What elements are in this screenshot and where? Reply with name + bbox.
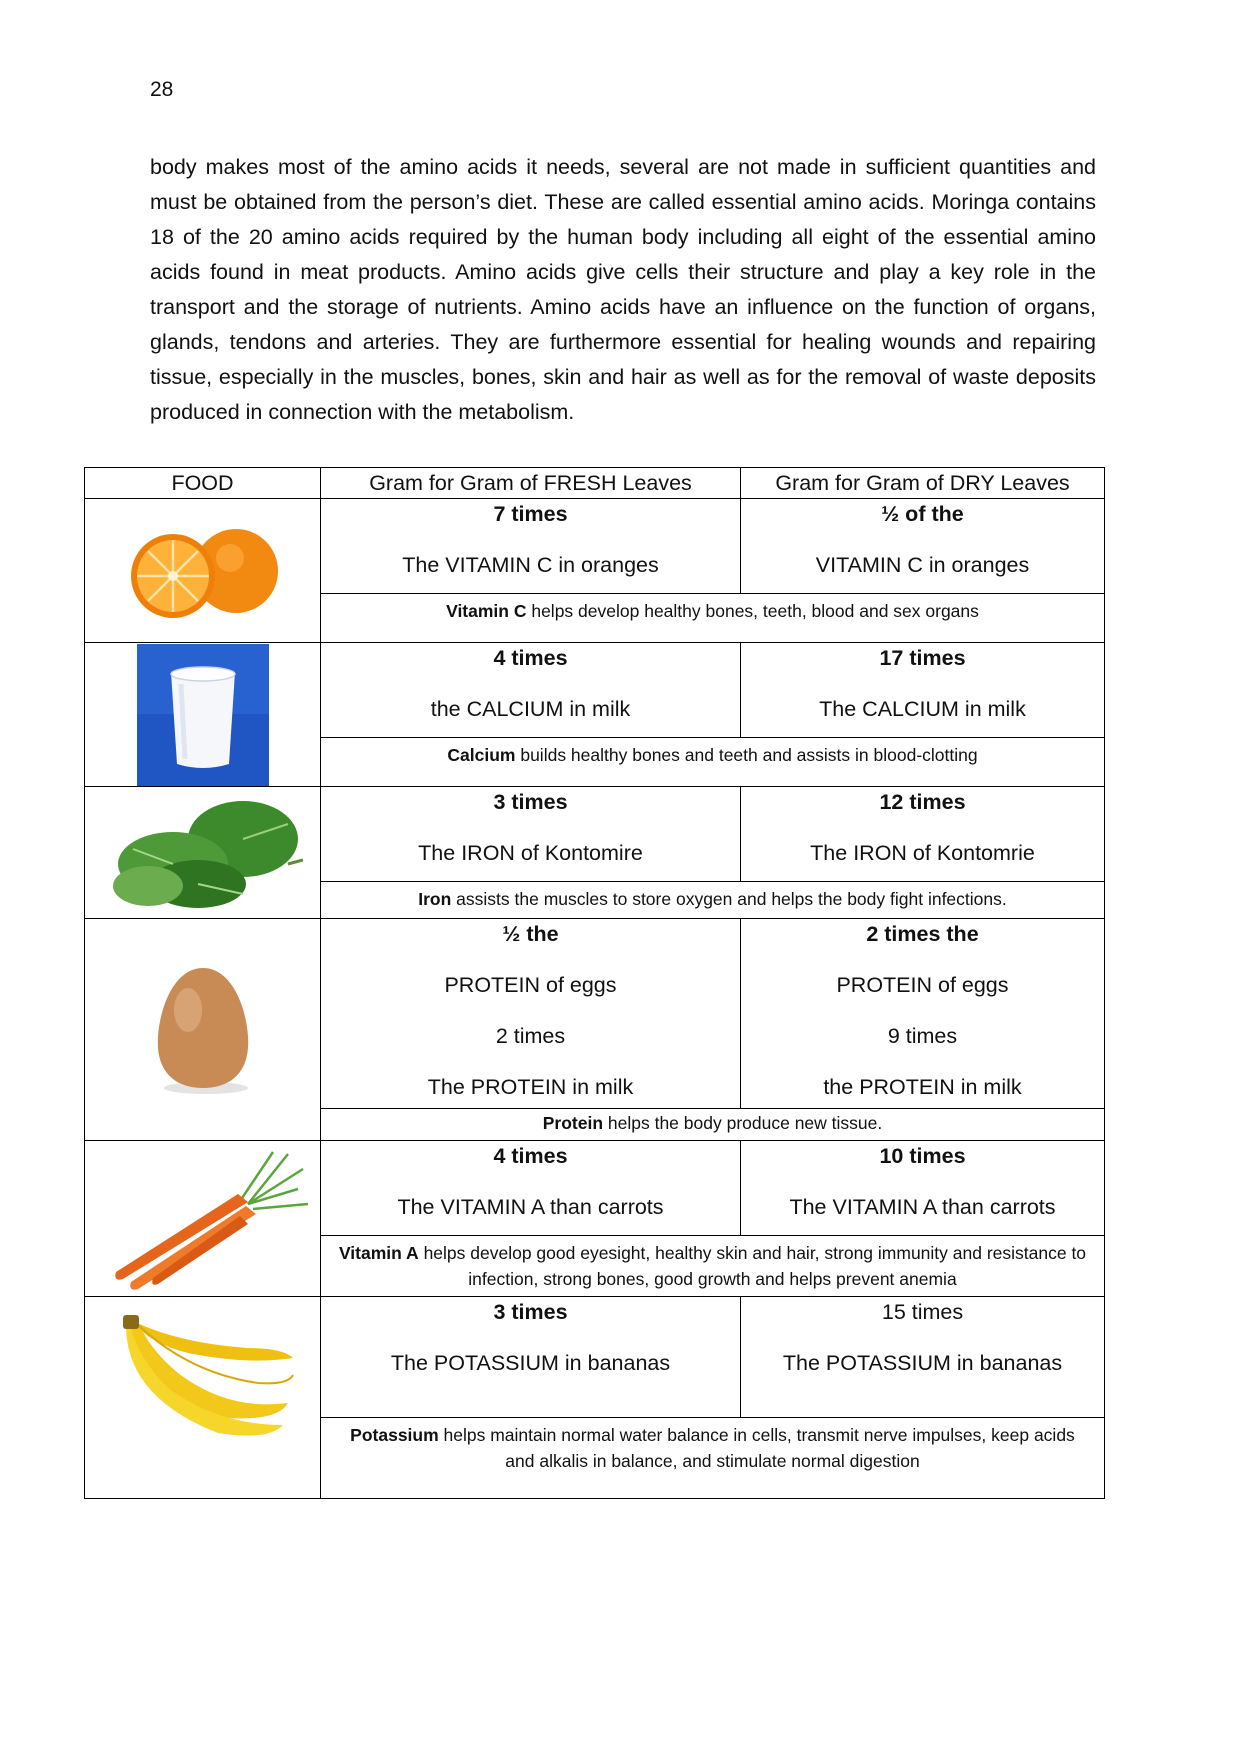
fresh-value-cell: 4 times the CALCIUM in milk (321, 643, 741, 738)
food-image-cell (85, 919, 321, 1141)
note-cell: Iron assists the muscles to store oxygen and helps the body fight infections. (321, 882, 1105, 919)
header-dry-leaves: Gram for Gram of DRY Leaves (741, 468, 1105, 499)
table-row-calcium (85, 643, 1105, 738)
table-row-iron (85, 787, 1105, 882)
dry-value-cell: 12 times The IRON of Kontomrie (741, 787, 1105, 882)
table-header-row (85, 468, 1105, 499)
nutrition-comparison-table (84, 467, 1105, 1499)
orange-icon (118, 516, 288, 626)
egg-icon (148, 960, 258, 1100)
table-row-protein (85, 919, 1105, 1109)
note-cell: Calcium builds healthy bones and teeth and assists in blood-clotting (321, 738, 1105, 787)
dry-value-cell: 15 times The POTASSIUM in bananas (741, 1297, 1105, 1418)
table-row-vitamin-a (85, 1141, 1105, 1236)
food-image-cell (85, 643, 321, 787)
note-cell: Potassium helps maintain normal water balance in cells, transmit nerve impulses, keep acids and alkalis in balance, and stimulate normal digestion (321, 1418, 1105, 1499)
header-food: FOOD (85, 468, 321, 499)
note-cell: Vitamin A helps develop good eyesight, healthy skin and hair, strong immunity and resistance to infection, strong bones, good growth and helps prevent anemia (321, 1236, 1105, 1297)
food-image-cell (85, 499, 321, 643)
header-fresh-leaves: Gram for Gram of FRESH Leaves (321, 468, 741, 499)
fresh-value-cell: 7 times The VITAMIN C in oranges (321, 499, 741, 594)
dry-value-cell: 2 times the PROTEIN of eggs 9 times the PROTEIN in milk (741, 919, 1105, 1109)
intro-paragraph: body makes most of the amino acids it needs, several are not made in sufficient quantities and must be obtained from the person’s diet. These are called essential amino acids. Moringa contains 18 of the 20 amino acids required by the human body including all eight of the essential amino acids found in meat products. Amino acids give cells their structure and play a key role in the transport and the storage of nutrients. Amino acids have an influence on the function of organs, glands, tendons and arteries. They are furthermore essential for healing wounds and repairing tissue, especially in the muscles, bones, skin and hair as well as for the removal of waste deposits produced in connection with the metabolism. (150, 155, 1096, 424)
food-image-cell (85, 1141, 321, 1297)
carrots-icon (98, 1144, 308, 1294)
dry-value-cell: 10 times The VITAMIN A than carrots (741, 1141, 1105, 1236)
food-image-cell (85, 1297, 321, 1499)
page-number: 28 (150, 78, 174, 101)
dry-value-cell: 17 times The CALCIUM in milk (741, 643, 1105, 738)
table-row-vitamin-c (85, 499, 1105, 594)
dry-value-cell: ½ of the VITAMIN C in oranges (741, 499, 1105, 594)
fresh-value-cell: 3 times The IRON of Kontomire (321, 787, 741, 882)
fresh-value-cell: 4 times The VITAMIN A than carrots (321, 1141, 741, 1236)
table-row-potassium (85, 1297, 1105, 1418)
fresh-value-cell: ½ the PROTEIN of eggs 2 times The PROTEIN in milk (321, 919, 741, 1109)
note-cell: Protein helps the body produce new tissue. (321, 1109, 1105, 1141)
food-image-cell (85, 787, 321, 919)
note-cell: Vitamin C helps develop healthy bones, teeth, blood and sex organs (321, 594, 1105, 643)
milk-glass-icon (137, 644, 269, 786)
fresh-value-cell: 3 times The POTASSIUM in bananas (321, 1297, 741, 1418)
bananas-icon (108, 1303, 298, 1443)
leafy-greens-icon (103, 794, 303, 912)
